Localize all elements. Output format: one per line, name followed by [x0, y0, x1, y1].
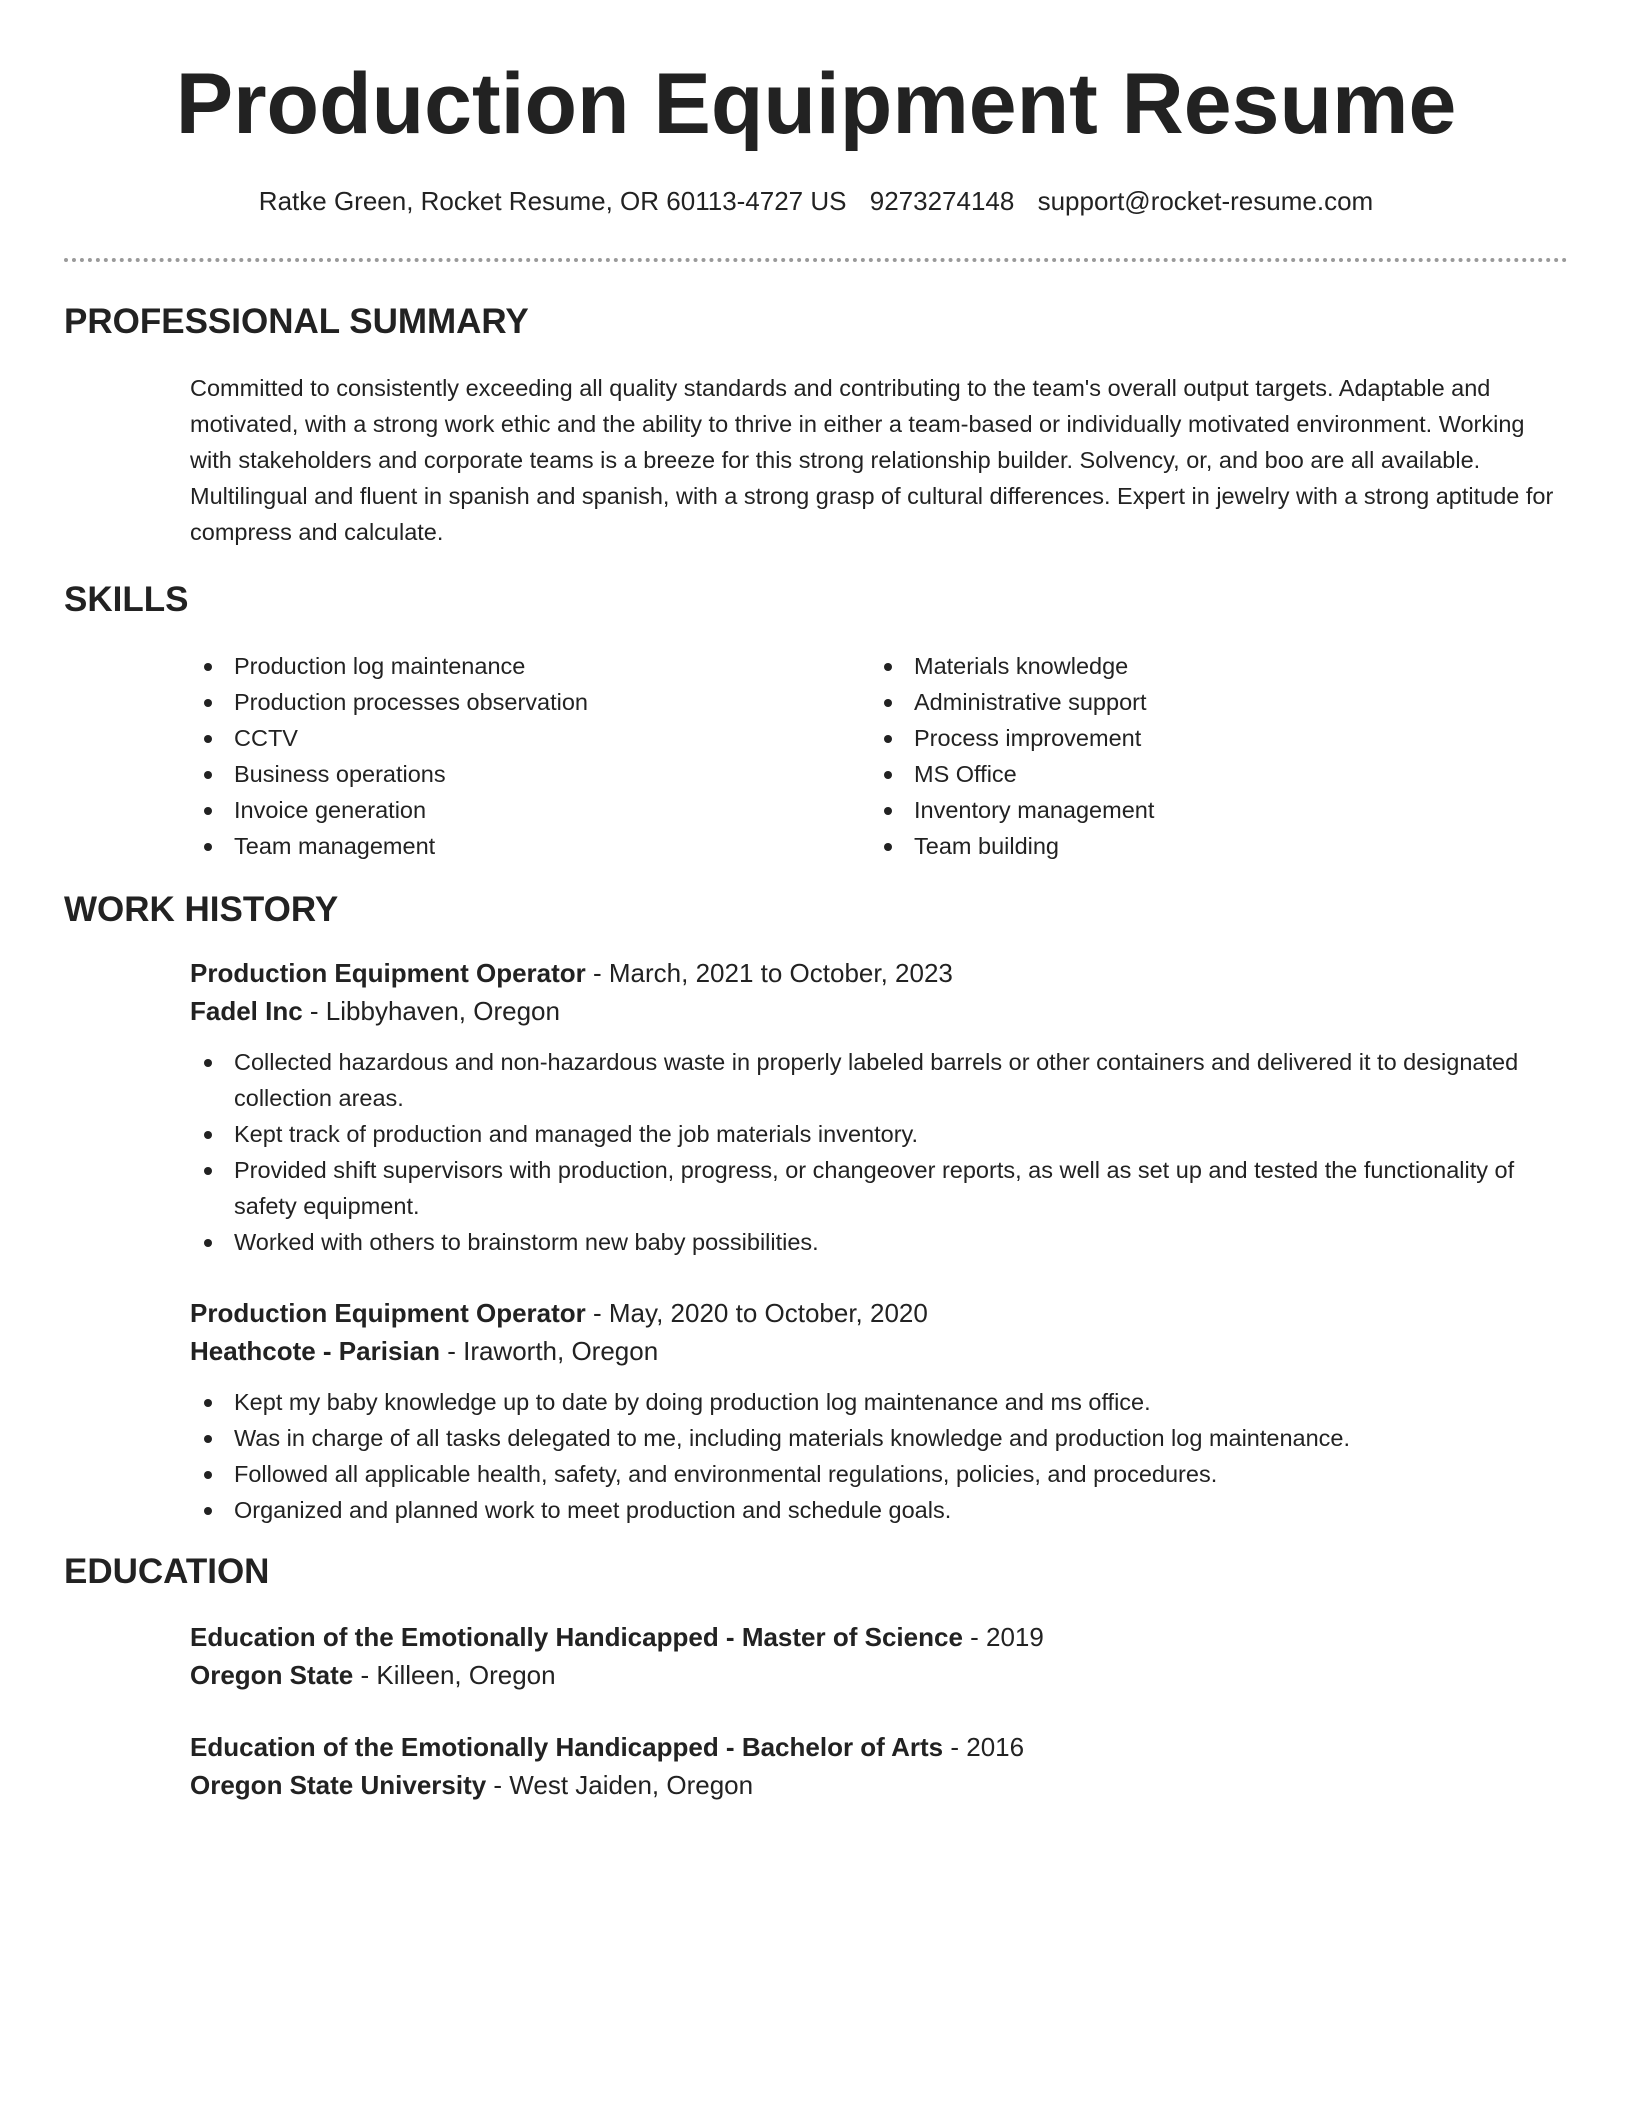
job-role: Production Equipment Operator — [190, 1298, 586, 1328]
skill-item: Administrative support — [870, 684, 1550, 720]
degree-year: - 2019 — [962, 1622, 1044, 1652]
job-company-line — [190, 992, 1568, 1030]
education-entry — [190, 1618, 1568, 1694]
job-entry — [190, 954, 1568, 1260]
skill-item: Materials knowledge — [870, 648, 1550, 684]
school: Oregon State University — [190, 1770, 487, 1800]
job-location: - Iraworth, Oregon — [439, 1336, 659, 1366]
job-dates: - May, 2020 to October, 2020 — [585, 1298, 928, 1328]
degree: Education of the Emotionally Handicapped - Bachelor of Arts — [190, 1732, 944, 1762]
degree-year: - 2016 — [943, 1732, 1025, 1762]
job-company-line — [190, 1332, 1568, 1370]
contact-phone: 9273274148 — [869, 186, 1015, 216]
school-line — [190, 1766, 1568, 1804]
job-company: Fadel Inc — [190, 996, 303, 1026]
skills-column-right — [870, 648, 1550, 864]
job-dates: - March, 2021 to October, 2023 — [585, 958, 953, 988]
school-line — [190, 1656, 1568, 1694]
job-title-line — [190, 954, 1568, 992]
resume-title: Production Equipment Resume — [175, 56, 1457, 152]
skills-heading: SKILLS — [64, 580, 189, 619]
job-bullet: Was in charge of all tasks delegated to me, including materials knowledge and production log maintenance. — [190, 1420, 1568, 1456]
job-bullets — [190, 1044, 1568, 1260]
contact-line — [64, 184, 1568, 218]
skill-item: Team management — [190, 828, 870, 864]
job-company: Heathcote - Parisian — [190, 1336, 440, 1366]
work-history-heading: WORK HISTORY — [64, 890, 339, 929]
skills-list — [190, 648, 1568, 864]
school-location: - Killeen, Oregon — [353, 1660, 556, 1690]
skill-item: Business operations — [190, 756, 870, 792]
job-location: - Libbyhaven, Oregon — [302, 996, 560, 1026]
degree: Education of the Emotionally Handicapped - Master of Science — [190, 1622, 963, 1652]
job-bullet: Worked with others to brainstorm new baby possibilities. — [190, 1224, 1568, 1260]
skill-item: Inventory management — [870, 792, 1550, 828]
header-divider — [64, 258, 1568, 262]
skill-item: Production processes observation — [190, 684, 870, 720]
skill-item: Invoice generation — [190, 792, 870, 828]
job-bullets — [190, 1384, 1568, 1528]
education-heading: EDUCATION — [64, 1552, 270, 1591]
skill-item: Team building — [870, 828, 1550, 864]
skill-item: CCTV — [190, 720, 870, 756]
job-role: Production Equipment Operator — [190, 958, 586, 988]
job-bullet: Followed all applicable health, safety, and environmental regulations, policies, and procedures. — [190, 1456, 1568, 1492]
skill-item: MS Office — [870, 756, 1550, 792]
contact-email: support@rocket-resume.com — [1037, 186, 1374, 216]
job-title-line — [190, 1294, 1568, 1332]
skills-column-left — [190, 648, 870, 864]
contact-address: Ratke Green, Rocket Resume, OR 60113-4727 US — [258, 186, 847, 216]
summary-heading: PROFESSIONAL SUMMARY — [64, 302, 529, 341]
skill-item: Process improvement — [870, 720, 1550, 756]
resume-page — [64, 0, 1568, 1804]
degree-line — [190, 1728, 1568, 1766]
summary-text: Committed to consistently exceeding all quality standards and contributing to the team's overall output targets. Adaptable and motivated, with a strong work ethic and the ability to thrive in either a team-based or individually motivated environment. Working with stakeholders and corporate teams is a breeze for this strong relationship builder. Solvency, or, and boo are all available. Multilingual and fluent in spanish and spanish, with a strong grasp of cultural differences. Expert in jewelry with a strong aptitude for compress and calculate. — [190, 375, 1554, 545]
skill-item: Production log maintenance — [190, 648, 870, 684]
job-bullet: Provided shift supervisors with production, progress, or changeover reports, as well as set up and tested the functionality of safety equipment. — [190, 1152, 1568, 1224]
job-entry — [190, 1294, 1568, 1528]
job-bullet: Organized and planned work to meet production and schedule goals. — [190, 1492, 1568, 1528]
school-location: - West Jaiden, Oregon — [486, 1770, 754, 1800]
education-entry — [190, 1728, 1568, 1804]
job-bullet: Collected hazardous and non-hazardous waste in properly labeled barrels or other containers and delivered it to designated collection areas. — [190, 1044, 1568, 1116]
degree-line — [190, 1618, 1568, 1656]
job-bullet: Kept track of production and managed the job materials inventory. — [190, 1116, 1568, 1152]
school: Oregon State — [190, 1660, 354, 1690]
job-bullet: Kept my baby knowledge up to date by doing production log maintenance and ms office. — [190, 1384, 1568, 1420]
